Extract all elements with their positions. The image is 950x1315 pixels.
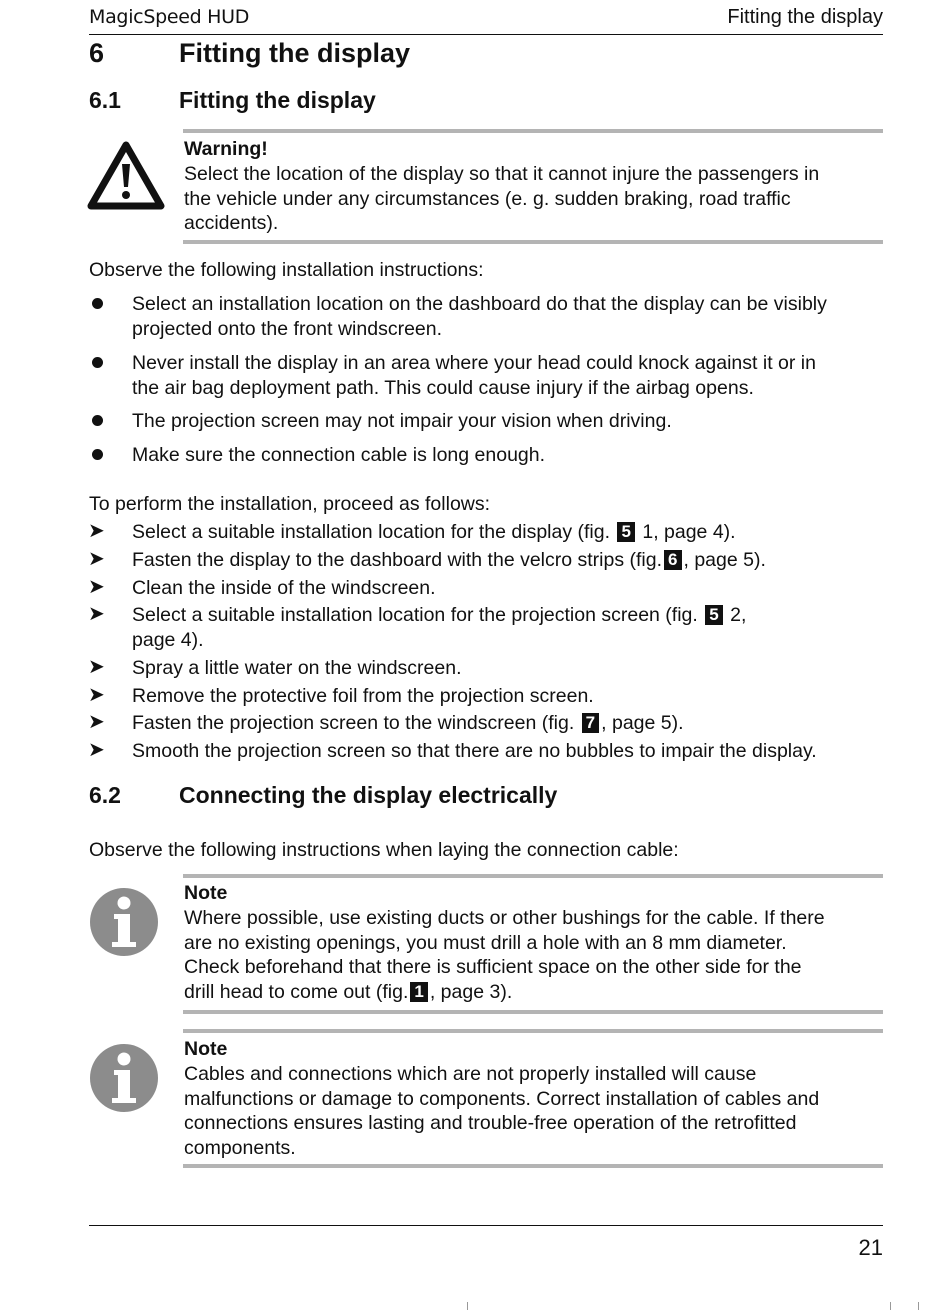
note-title: Note	[184, 882, 228, 904]
step-arrow-icon: ➤	[88, 711, 105, 733]
bullet-icon	[92, 357, 103, 368]
figure-reference: 7	[582, 713, 599, 733]
step-item: Fasten the display to the dashboard with the velcro strips (fig. 6 , page 5).	[132, 549, 766, 571]
procedure-intro: To perform the installation, proceed as follows:	[89, 493, 491, 515]
header-product-name: MagicSpeed HUD	[89, 6, 250, 28]
figure-reference: 6	[664, 550, 681, 570]
note-top-rule	[183, 874, 883, 878]
instruction-item: Make sure the connection cable is long enough.	[132, 444, 546, 466]
section-title: Connecting the display electrically	[179, 782, 558, 808]
footer-rule	[89, 1225, 883, 1226]
cable-intro: Observe the following instructions when laying the connection cable:	[89, 839, 679, 861]
warning-bottom-rule	[183, 240, 883, 244]
step-item: Select a suitable installation location for the projection screen (fig. 5 2, page 4).	[132, 604, 747, 651]
scan-mark	[467, 1302, 468, 1310]
figure-reference: 5	[705, 605, 722, 625]
step-item: Remove the protective foil from the projection screen.	[132, 685, 594, 707]
note-text: Where possible, use existing ducts or other bushings for the cable. If there are no existing openings, you must drill a hole with an 8 mm diameter. Check beforehand that there is sufficient space on the other side for the drill head to come out (fig. 1 , page 3).	[184, 907, 825, 1003]
step-arrow-icon: ➤	[88, 684, 105, 706]
warning-triangle-icon	[86, 140, 166, 217]
note-top-rule	[183, 1029, 883, 1033]
header-section-title: Fitting the display	[727, 6, 883, 28]
observe-intro: Observe the following installation instructions:	[89, 259, 484, 281]
note-bottom-rule	[183, 1164, 883, 1168]
header-rule	[89, 34, 883, 35]
chapter-number: 6	[89, 38, 105, 68]
instruction-item: The projection screen may not impair your vision when driving.	[132, 410, 672, 432]
bullet-icon	[92, 415, 103, 426]
step-arrow-icon: ➤	[88, 739, 105, 761]
warning-text	[184, 162, 884, 236]
warning-line: Select the location of the display so that it cannot injure the passengers in	[184, 163, 820, 185]
section-title: Fitting the display	[179, 87, 376, 113]
step-item: Clean the inside of the windscreen.	[132, 577, 436, 599]
bullet-icon	[92, 449, 103, 460]
figure-reference: 5	[617, 522, 634, 542]
page-number: 21	[858, 1235, 883, 1260]
step-item: Spray a little water on the windscreen.	[132, 657, 462, 679]
bullet-icon	[92, 298, 103, 309]
step-item: Fasten the projection screen to the windscreen (fig. 7 , page 5).	[132, 712, 684, 734]
figure-reference: 1	[410, 982, 427, 1002]
step-item: Select a suitable installation location for the display (fig. 5 1, page 4).	[132, 521, 736, 543]
note-bottom-rule	[183, 1010, 883, 1014]
chapter-title: Fitting the display	[179, 38, 411, 68]
instruction-item: Never install the display in an area where your head could knock against it or in the air bag deployment path. This could cause injury if the airbag opens.	[132, 352, 816, 399]
info-icon	[88, 886, 160, 963]
warning-line: accidents).	[184, 212, 279, 235]
step-item: Smooth the projection screen so that there are no bubbles to impair the display.	[132, 740, 817, 762]
step-arrow-icon: ➤	[88, 576, 105, 598]
step-arrow-icon: ➤	[88, 603, 105, 625]
step-arrow-icon: ➤	[88, 520, 105, 542]
warning-title: Warning!	[184, 138, 268, 160]
section-number: 6.2	[89, 782, 121, 808]
warning-top-rule	[183, 129, 883, 133]
instruction-item: Select an installation location on the dashboard do that the display can be visibly projected onto the front windscreen.	[132, 293, 827, 340]
info-icon	[88, 1042, 160, 1119]
section-number: 6.1	[89, 87, 121, 113]
warning-line: the vehicle under any circumstances (e. g. sudden braking, road traffic	[184, 187, 791, 210]
scan-mark	[918, 1302, 919, 1310]
scan-mark	[890, 1302, 891, 1310]
note-title: Note	[184, 1038, 228, 1060]
step-arrow-icon: ➤	[88, 548, 105, 570]
note-text: Cables and connections which are not properly installed will cause malfunctions or damage to components. Correct installation of cables and connections ensures lasting and trouble-free operation of the retrofitted components.	[184, 1063, 820, 1159]
step-arrow-icon: ➤	[88, 656, 105, 678]
